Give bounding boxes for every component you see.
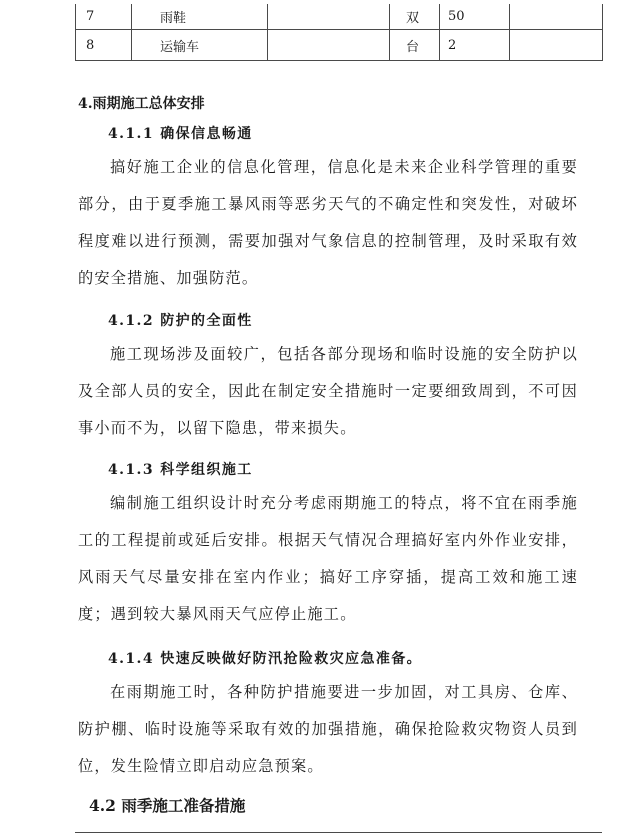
item-remark	[510, 4, 603, 30]
item-quantity: 50	[440, 4, 510, 30]
section-heading: 4.雨期施工总体安排	[78, 96, 205, 112]
materials-table	[75, 4, 603, 61]
table-row	[76, 4, 603, 30]
subsection-title-4-1-2: 4.1.2 防护的全面性	[108, 313, 253, 329]
item-remark	[510, 30, 603, 61]
table-row	[76, 30, 603, 61]
paragraph-4-1-4: 在雨期施工时，各种防护措施要进一步加固，对工具房、仓库、防护棚、临时设施等采取有效的加强措施，确保抢险救灾物资人员到位，发生险情立即启动应急预案。	[78, 683, 578, 775]
subsection-title-4-1-4: 4.1.4 快速反映做好防汛抢险救灾应急准备。	[108, 651, 423, 667]
row-number: 8	[76, 30, 132, 61]
item-spec	[268, 4, 390, 30]
item-name: 雨鞋	[132, 4, 268, 30]
paragraph-4-1-2: 施工现场涉及面较广，包括各部分现场和临时设施的安全防护以及全部人员的安全，因此在制定安全措施时一定要细致周到，不可因事小而不为，以留下隐患，带来损失。	[78, 345, 578, 437]
divider-line	[75, 832, 602, 833]
item-unit: 双	[390, 4, 440, 30]
item-quantity: 2	[440, 30, 510, 61]
paragraph-4-1-1: 搞好施工企业的信息化管理，信息化是未来企业科学管理的重要部分，由于夏季施工暴风雨等恶劣天气的不确定性和突发性，对破坏程度难以进行预测，需要加强对气象信息的控制管理，及时采取有效的安全措施、加强防范。	[78, 158, 578, 287]
item-name: 运输车	[132, 30, 268, 61]
item-unit: 台	[390, 30, 440, 61]
subsection-title-4-1-3: 4.1.3 科学组织施工	[108, 462, 253, 478]
section-heading-4-2: 4.2 雨季施工准备措施	[89, 796, 246, 815]
subsection-title-4-1-1: 4.1.1 确保信息畅通	[108, 126, 253, 142]
row-number: 7	[76, 4, 132, 30]
item-spec	[268, 30, 390, 61]
paragraph-4-1-3: 编制施工组织设计时充分考虑雨期施工的特点，将不宜在雨季施工的工程提前或延后安排。根据天气情况合理搞好室内外作业安排，风雨天气尽量安排在室内作业；搞好工序穿插，提高工效和施工速度；遇到较大暴风雨天气应停止施工。	[78, 494, 578, 623]
